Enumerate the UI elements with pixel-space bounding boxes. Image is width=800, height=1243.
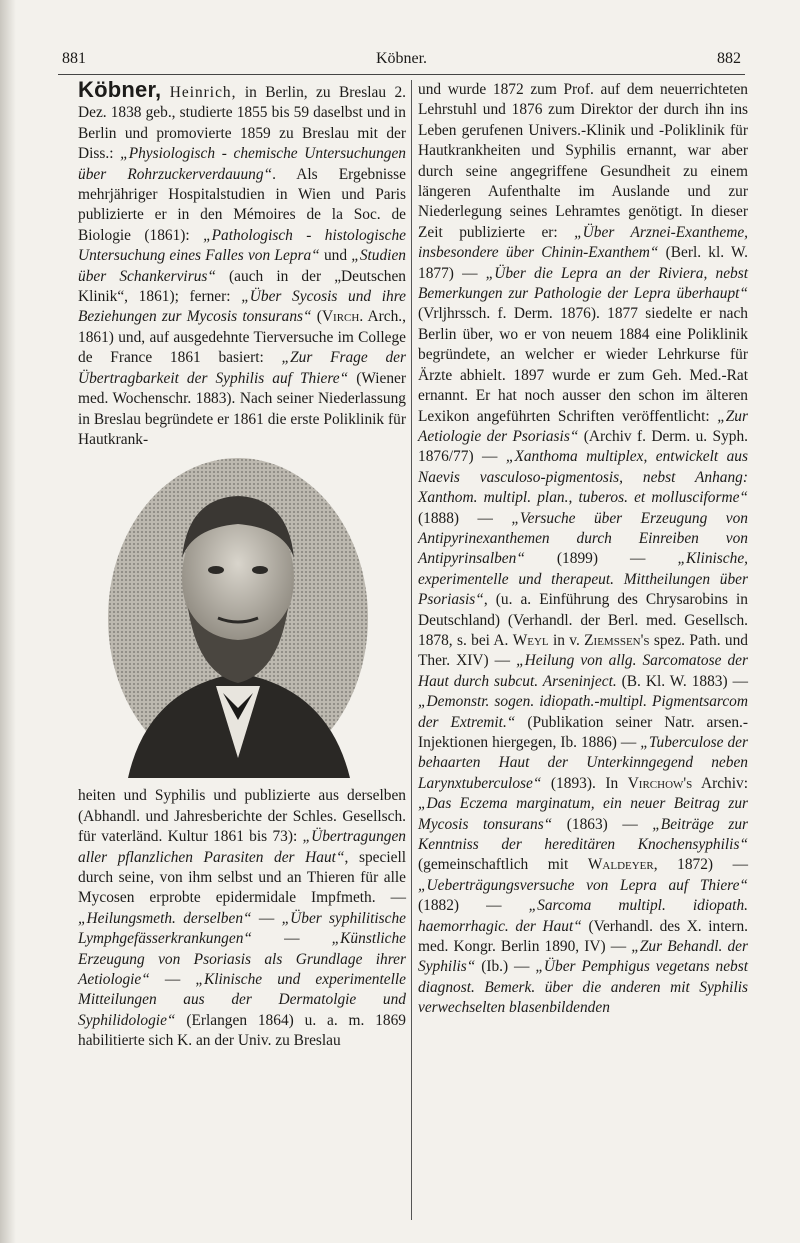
work-title: „Heilung von allg. Sarcomatose der Haut durch subcut. Arseninject.	[418, 652, 748, 690]
work-title: „Klinische und experimentelle Mitteilungen aus der Dermatolgie und Syphilidologie“	[78, 970, 406, 1029]
work-title: „Über Arznei-Exantheme, insbesondere über Chinin-Exanthem“	[418, 223, 748, 262]
work-title: „Pathologisch - histologische Untersuchung eines Falles von Lepra“	[78, 226, 406, 265]
text: in v.	[548, 631, 585, 649]
work-title: „Beiträge zur Kenntniss der hereditären Knochensyphilis“	[418, 815, 749, 854]
text: (Wiener med. Wochenschr. 1883). Nach seiner Niederlassung in Breslau begründete er 1861 die erste Poliklinik für Hautkrank-	[78, 369, 406, 448]
work-title: „Klinische, experimentelle und therapeut. Mittheilungen über Psoriasis“	[418, 550, 748, 609]
work-title: „Über Pemphigus vegetans nebst diagnost. Bemerk. über die anderen mit Syphilis verwechselten blasenbildenden	[418, 958, 748, 1017]
text: (1863) —	[552, 815, 653, 833]
text: (	[311, 308, 322, 326]
text: —	[251, 909, 282, 927]
text: (Publikation seiner Natr. arsen.-Injektionen hiergegen, Ib. 1886) —	[418, 713, 748, 751]
work-title: „Tuberculose der behaarten Haut der Unterkinngegend neben Larynxtuberculose“	[418, 734, 748, 792]
work-title: „Zur Behandl. der Syphilis“	[418, 938, 749, 976]
work-title: „Physiologisch - chemische Untersuchungen über Rohrzuckerverdauung“	[78, 145, 406, 183]
work-title: „Ueberträgungsversuche von Lepra auf Thiere“	[418, 876, 748, 894]
text: (Ib.) —	[475, 958, 536, 976]
work-title: „Heilungsmeth. derselben“	[78, 909, 252, 927]
text: (1899) —	[524, 550, 678, 568]
author-ref: Virchow's	[627, 774, 693, 792]
work-title: „Künstliche Erzeugung von Psoriasis als Grundlage ihrer Aetiologie“	[78, 930, 406, 988]
work-title: „Übertragungen aller pflanzlichen Parasiten der Haut“	[78, 828, 406, 866]
entry-given-name: Heinrich,	[169, 84, 237, 101]
page-number-left: 881	[62, 50, 86, 67]
left-column	[78, 77, 406, 1052]
work-title: „Über Sycosis und ihre Beziehungen zur Mycosis tonsurans“	[78, 288, 406, 326]
text: . Als Ergebnisse mehrjähriger Hospitalstudien in Wien und Paris publizierte er in den Mémoires de la Soc. de Biologie (1861):	[78, 165, 406, 244]
entry-paragraph-1	[78, 77, 406, 450]
text: (1893). In	[541, 774, 628, 792]
text: , 1872) —	[653, 856, 748, 874]
text: spez. Path. und Ther. XIV) —	[418, 631, 748, 670]
text: (Vrljhrssch. f. Derm. 1876). 1877 siedelte er nach Berlin über, wo er von neuem 1884 eine Poliklinik begründete, an welcher er wieder Lehrkurse für Ärzte abhielt. 1897 wurde er zum Geh. Med.-Rat ernannt. Er hat noch ausser den schon im älteren Lexikon angeführten Schriften veröffentlicht:	[418, 305, 748, 425]
right-column	[418, 80, 748, 1019]
author-ref: Ziemssen's	[584, 631, 650, 649]
work-title: „Xanthoma multiplex, entwickelt aus Naevis vasculoso-pigmentosis, nebst Anhang: Xanthom. multipl. plan., tuberos. et mollusciforme“	[418, 448, 748, 507]
author-ref: Waldeyer	[587, 856, 654, 874]
work-title: „Das Eczema marginatum, ein neuer Beitrag zur Mycosis tonsurans“	[418, 795, 748, 833]
text: (1888) —	[418, 509, 512, 527]
portrait-image	[88, 458, 388, 778]
text: (Archiv f. Derm. u. Syph. 1876/77) —	[418, 427, 748, 466]
text: (auch in der „Deutschen Klinik“, 1861); ferner:	[78, 267, 406, 306]
column-divider	[411, 80, 412, 1220]
entry-paragraph-3	[418, 80, 748, 1019]
text: und	[319, 247, 352, 265]
text: Arch., 1861) und, auf ausgedehnte Tierversuche im College de France 1861 basiert:	[78, 308, 406, 367]
work-title: „Sarcoma multipl. idiopath. haemorrhagic. der Haut“	[418, 897, 749, 935]
text: —	[251, 930, 332, 948]
text: Archiv:	[692, 774, 748, 792]
entry-name: Köbner,	[78, 77, 162, 102]
work-title: „Versuche über Erzeugung von Antipyrinexanthemen durch Einreiben von Antipyrinsalben“	[418, 509, 748, 568]
text: und wurde 1872 zum Prof. auf dem neuerrichteten Lehrstuhl und 1876 zum Direktor der durch ihn ins Leben gerufenen Univers.-Klinik und -Poliklinik für Hautkrankheiten und Syphilis ernannt, war aber durch seine angegriffene Gesundheit zu einem längeren Aufenthalte im Auslande und zur Niederlegung seines Lehramtes genötigt. In dieser Zeit publizierte er:	[418, 81, 748, 241]
text: in Berlin, zu Breslau 2. Dez. 1838 geb., studierte 1855 bis 59 daselbst und in Berlin und promovierte 1859 zu Breslau mit der Diss.:	[78, 84, 406, 163]
text: (B. Kl. W. 1883) —	[616, 672, 748, 690]
author-ref: Virch.	[321, 308, 364, 326]
work-title: „Über syphilitische Lymphgefässerkrankungen“	[78, 909, 406, 948]
text: , speciell durch seine, von ihm selbst und an Thieren für alle Mycosen erprobte epidermidale Impfmeth. —	[78, 848, 406, 907]
work-title: „Zur Aetiologie der Psoriasis“	[418, 407, 748, 445]
entry-paragraph-2	[78, 786, 406, 1051]
work-title: „Zur Frage der Übertragbarkeit der Syphilis auf Thiere“	[78, 349, 406, 387]
text: (Verhandl. des X. intern. med. Kongr. Berlin 1890, IV) —	[418, 917, 748, 956]
page-header	[58, 46, 745, 72]
work-title: „Demonstr. sogen. idiopath.-multipl. Pigmentsarcom der Extremit.“	[418, 693, 748, 731]
page-shadow	[0, 0, 16, 1243]
text: —	[149, 970, 196, 988]
author-ref: Weyl	[512, 631, 549, 649]
text: (Berl. kl. W. 1877) —	[418, 244, 748, 282]
work-title: „Über die Lepra an der Riviera, nebst Bemerkungen zur Pathologie der Lepra überhaupt“	[418, 264, 749, 303]
text: (Erlangen 1864) u. a. m. 1869 habilitierte sich K. an der Univ. zu Breslau	[78, 1011, 406, 1050]
header-rule	[58, 74, 745, 75]
page-number-right: 882	[717, 50, 741, 67]
text: , (u. a. Einführung des Chrysarobins in Deutschland) (Verhandl. der Berl. med. Gesellsch. 1878, s. bei A.	[418, 591, 748, 649]
running-title: Köbner.	[375, 50, 428, 67]
text: (gemeinschaftlich mit	[418, 856, 588, 874]
work-title: „Studien über Schankervirus“	[78, 247, 406, 285]
text: heiten und Syphilis und publizierte aus derselben (Abhandl. und Jahresberichte der Schles. Gesellsch. für vaterländ. Kultur 1861 bis 73):	[78, 787, 406, 846]
text: (1882) —	[418, 897, 529, 915]
